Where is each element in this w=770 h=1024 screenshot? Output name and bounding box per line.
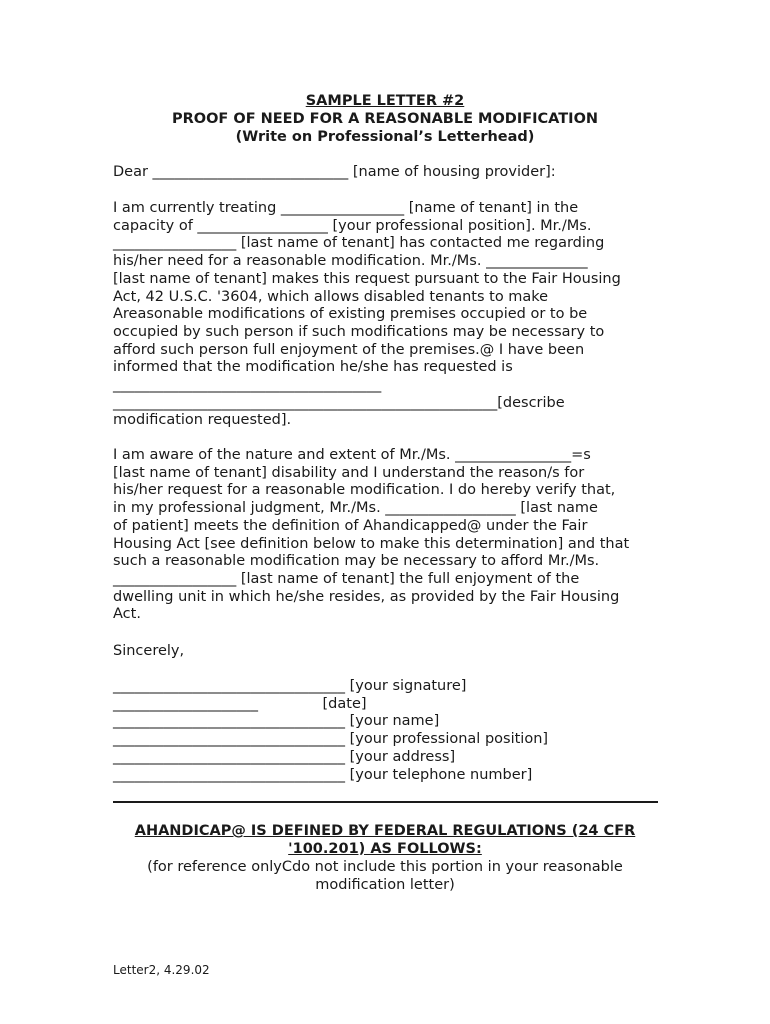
salutation: Dear ___________________________ [name of housing provider]: — [113, 164, 556, 180]
text-line: _________________ [last name of tenant] has contacted me regarding — [113, 235, 605, 252]
text-line: capacity of __________________ [your professional position]. Mr./Ms. — [113, 217, 592, 234]
telephone-line: ________________________________ [your telephone number] — [113, 766, 533, 783]
text-line: _________________ [last name of tenant] the full enjoyment of the — [113, 570, 580, 587]
text-line: Act. — [113, 606, 141, 623]
text-line: informed that the modification he/she has requested is — [113, 359, 513, 376]
text-line: Act, 42 U.S.C. '3604, which allows disabled tenants to make — [113, 288, 549, 305]
address-line: ________________________________ [your address] — [113, 748, 456, 765]
signature-block — [113, 678, 673, 784]
text-line: in my professional judgment, Mr./Ms. __________________ [last name — [113, 500, 598, 517]
text-line: _____________________________________ — [113, 377, 382, 394]
signature-line: ________________________________ [your signature] — [113, 678, 467, 694]
paragraph-verification — [113, 447, 673, 624]
document-id: Letter2, 4.29.02 — [113, 963, 210, 977]
name-line: ________________________________ [your name] — [113, 713, 440, 730]
definition-heading: AHANDICAP@ IS DEFINED BY FEDERAL REGULATIONS (24 CFR '100.201) AS FOLLOWS: — [134, 823, 636, 857]
letter-title: SAMPLE LETTER #2 — [305, 93, 465, 109]
text-line: of patient] meets the definition of Ahandicapped@ under the Fair — [113, 517, 588, 534]
letterhead-instruction: (Write on Professional’s Letterhead) — [235, 129, 535, 145]
section-divider — [113, 801, 658, 803]
date-line: ____________________ [date] — [113, 695, 367, 712]
text-line: occupied by such person if such modifications may be necessary to — [113, 323, 605, 340]
text-line: _____________________________________________________[describe — [113, 394, 565, 411]
text-line: afford such person full enjoyment of the premises.@ I have been — [113, 341, 585, 358]
text-line: [last name of tenant] makes this request pursuant to the Fair Housing — [113, 270, 621, 287]
text-line: modification requested]. — [113, 412, 292, 429]
text-line: [last name of tenant] disability and I understand the reason/s for — [113, 464, 585, 481]
letter-subtitle: PROOF OF NEED FOR A REASONABLE MODIFICATION — [171, 111, 599, 127]
text-line: I am aware of the nature and extent of Mr./Ms. ________________=s — [113, 447, 591, 463]
text-line: his/her request for a reasonable modification. I do hereby verify that, — [113, 482, 616, 499]
text-line: such a reasonable modification may be necessary to afford Mr./Ms. — [113, 553, 600, 570]
text-line: dwelling unit in which he/she resides, as provided by the Fair Housing — [113, 588, 620, 605]
closing: Sincerely, — [113, 643, 185, 659]
text-line: Areasonable modifications of existing premises occupied or to be — [113, 306, 588, 323]
position-line: ________________________________ [your professional position] — [113, 731, 549, 748]
paragraph-treatment — [113, 200, 673, 430]
text-line: Housing Act [see definition below to make this determination] and that — [113, 535, 630, 552]
reference-note: (for reference onlyCdo not include this portion in your reasonable modification letter) — [147, 859, 623, 893]
text-line: his/her need for a reasonable modification. Mr./Ms. ______________ — [113, 253, 588, 270]
text-line: I am currently treating _________________ [name of tenant] in the — [113, 200, 579, 216]
